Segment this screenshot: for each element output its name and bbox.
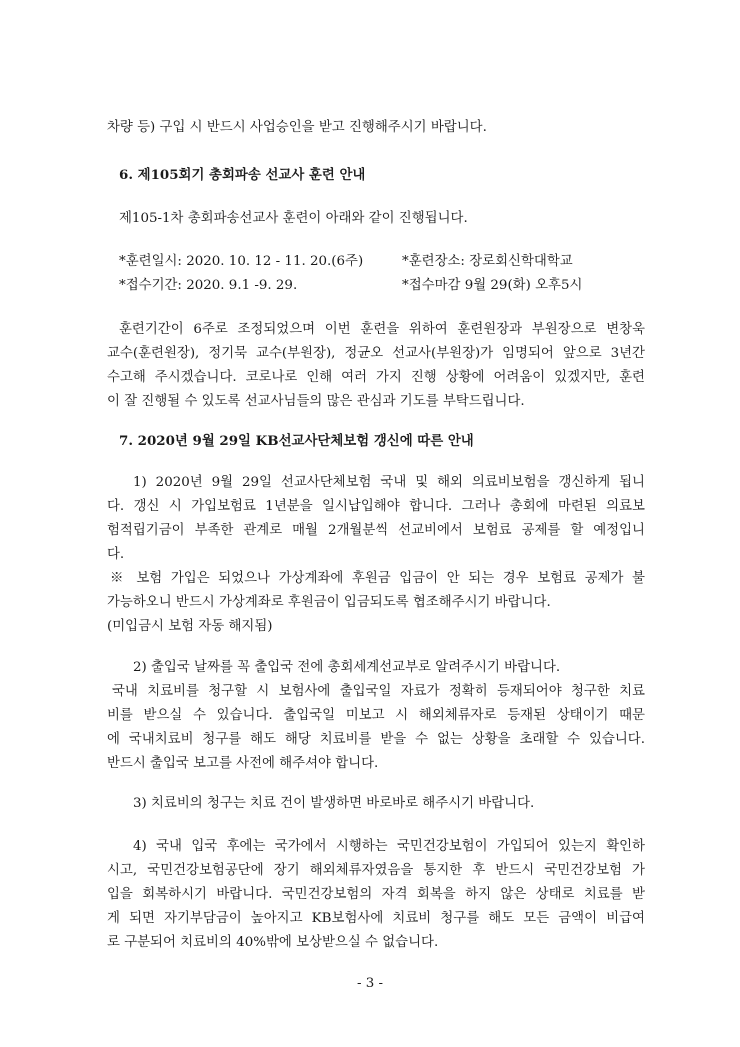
section-7-item-2-line: 비를 받으실 수 있습니다. 출입국일 미보고 시 해외체류자로 등재된 상태이기 때문: [107, 708, 645, 723]
section-7-item-4-line: 게 되면 자기부담금이 높아지고 KB보험사에 치료비 청구를 해도 모든 금액이 비급여: [107, 911, 645, 926]
training-place: *훈련장소: 장로회신학대학교: [402, 254, 573, 269]
section-6-paragraph-line: 교수(훈련원장), 정기묵 교수(부원장), 정균오 선교사(부원장)가 임명되어 앞으로 3년간: [107, 346, 645, 361]
section-7-item-1-line: 험적립기금이 부족한 관계로 매월 2개월분씩 선교비에서 보험료 공제를 할 예정입니: [107, 523, 645, 538]
section-7-item-2-line: 에 국내치료비 청구를 해도 해당 치료비를 받을 수 없는 상황을 초래할 수 있습니다.: [107, 732, 645, 747]
section-7-item-3: 3) 치료비의 청구는 치료 건이 발생하면 바로바로 해주시기 바랍니다.: [133, 796, 535, 811]
page-number: - 3 -: [356, 976, 384, 991]
intro-line: 차량 등) 구입 시 반드시 사업승인을 받고 진행해주시기 바랍니다.: [107, 120, 487, 135]
section-7-item-2-line: 2) 출입국 날짜를 꼭 출입국 전에 총회세계선교부로 알려주시기 바랍니다.: [133, 660, 561, 675]
section-6-paragraph-line: 수고해 주시겠습니다. 코로나로 인해 여러 가지 진행 상황에 어려움이 있겠지만, 훈련: [107, 370, 645, 385]
section-7-item-4-line: 시고, 국민건강보험공단에 장기 해외체류자였음을 통지한 후 반드시 국민건강보험 가: [107, 863, 645, 878]
insurance-note-line: ※ 보험 가입은 되었으나 가상계좌에 후원금 입금이 안 되는 경우 보험료 공제가 불: [110, 571, 645, 586]
application-deadline: *접수마감 9월 29(화) 오후5시: [402, 278, 583, 293]
section-6-intro: 제105-1차 총회파송선교사 훈련이 아래와 같이 진행됩니다.: [119, 211, 468, 226]
section-7-item-1-line: 1) 2020년 9월 29일 선교사단체보험 국내 및 해외 의료비보험을 갱신하게 됩니: [133, 475, 645, 490]
section-7-item-1-line: 다.: [107, 547, 125, 562]
section-6-paragraph-line: 이 잘 진행될 수 있도록 선교사님들의 많은 관심과 기도를 부탁드립니다.: [107, 394, 525, 409]
section-7-item-4-line: 로 구분되어 치료비의 40%밖에 보상받으실 수 없습니다.: [107, 935, 439, 950]
section-7-heading: 7. 2020년 9월 29일 KB선교사단체보험 갱신에 따른 안내: [119, 433, 474, 449]
section-7-item-2-line: 반드시 출입국 보고를 사전에 해주셔야 합니다.: [107, 756, 379, 771]
section-7-item-2-line: 국내 치료비를 청구할 시 보험사에 출입국일 자료가 정확히 등재되어야 청구한 치료: [112, 684, 645, 699]
section-6-paragraph-line: 훈련기간이 6주로 조정되었으며 이번 훈련을 위하여 훈련원장과 부원장으로 변창욱: [119, 322, 645, 337]
section-7-item-1-line: 다. 갱신 시 가입보험료 1년분을 일시납입해야 합니다. 그러나 총회에 마련된 의료보: [107, 499, 645, 514]
application-period: *접수기간: 2020. 9.1 -9. 29.: [119, 278, 298, 293]
section-6-heading: 6. 제105회기 총회파송 선교사 훈련 안내: [119, 167, 366, 183]
section-7-item-4-line: 입을 회복하시기 바랍니다. 국민건강보험의 자격 회복을 하지 않은 상태로 치료를 받: [107, 887, 645, 902]
insurance-note-line: (미입금시 보험 자동 해지됨): [107, 619, 273, 634]
section-7-item-4-line: 4) 국내 입국 후에는 국가에서 시행하는 국민건강보험이 가입되어 있는지 확인하: [133, 839, 645, 854]
insurance-note-line: 가능하오니 반드시 가상계좌로 후원금이 입금되도록 협조해주시기 바랍니다.: [107, 595, 551, 610]
training-period: *훈련일시: 2020. 10. 12 - 11. 20.(6주): [119, 254, 364, 269]
